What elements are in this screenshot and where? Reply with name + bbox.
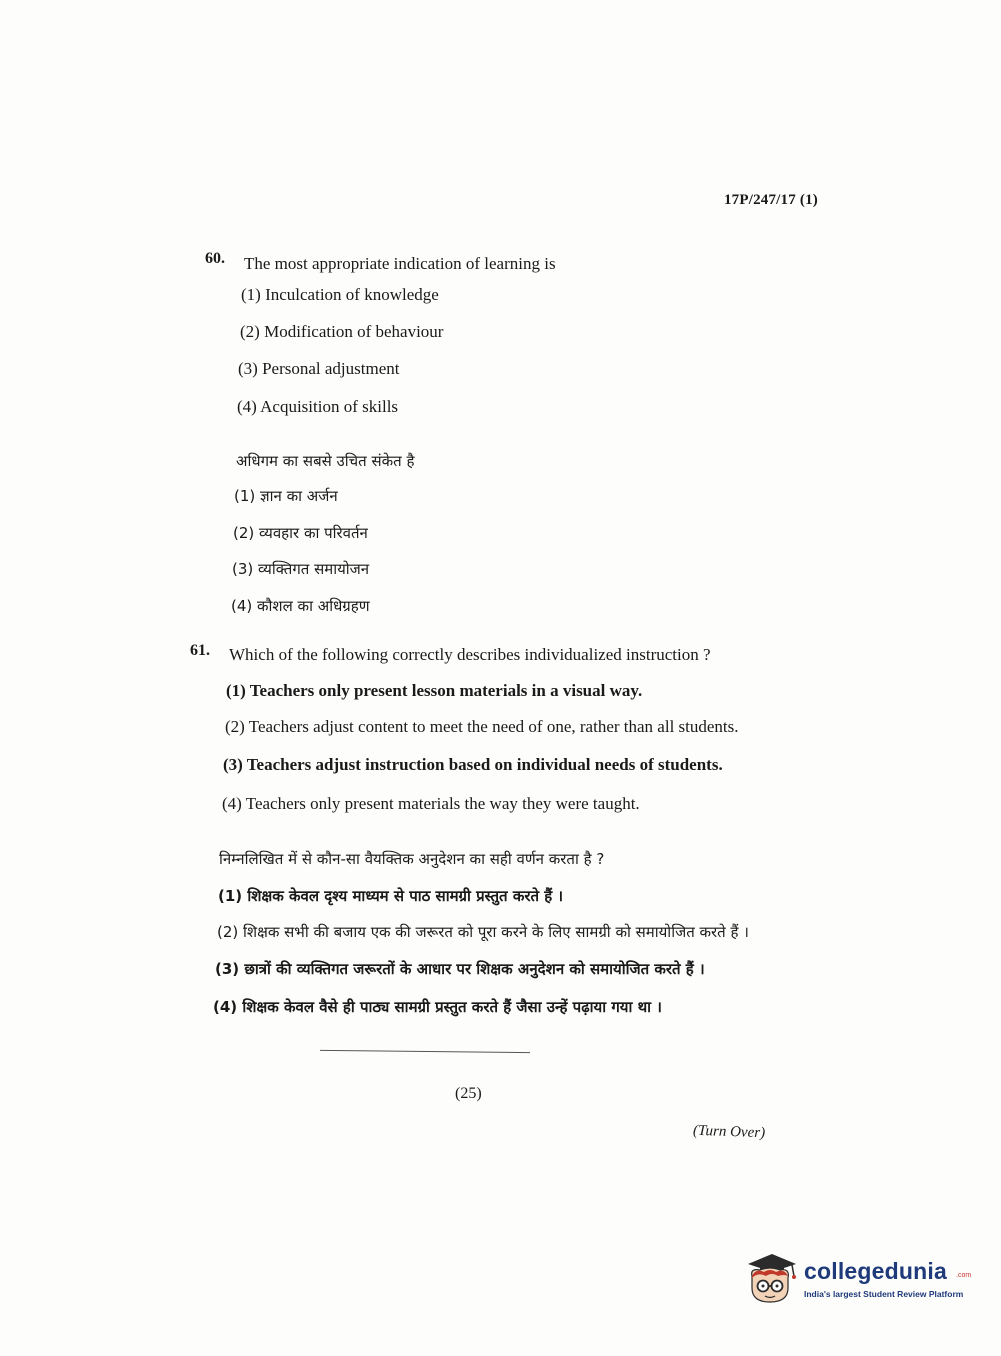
option-hi-1: (1) ज्ञान का अर्जन bbox=[234, 487, 338, 505]
mascot-icon bbox=[742, 1250, 800, 1308]
question-number: 60. bbox=[205, 250, 225, 267]
option-hi-4: (4) कौशल का अधिग्रहण bbox=[231, 597, 370, 615]
end-divider bbox=[320, 1050, 530, 1053]
option-hi-4: (4) शिक्षक केवल वैसे ही पाठ्य सामग्री प्रस्तुत करते हैं जैसा उन्हें पढ़ाया गया था । bbox=[213, 998, 662, 1016]
option-en-2: (2) Teachers adjust content to meet the need of one, rather than all students. bbox=[225, 717, 739, 736]
logo-tagline: India's largest Student Review Platform bbox=[804, 1289, 964, 1299]
question-number: 61. bbox=[190, 642, 210, 659]
question-text-en: The most appropriate indication of learning is bbox=[244, 254, 556, 273]
collegedunia-logo bbox=[742, 1250, 972, 1310]
option-hi-2: (2) व्यवहार का परिवर्तन bbox=[233, 524, 368, 542]
option-en-4: (4) Acquisition of skills bbox=[237, 397, 399, 416]
option-en-3: (3) Personal adjustment bbox=[238, 359, 400, 378]
option-hi-3: (3) व्यक्तिगत समायोजन bbox=[232, 560, 370, 578]
logo-wordmark: collegedunia bbox=[804, 1258, 947, 1284]
option-en-3: (3) Teachers adjust instruction based on individual needs of students. bbox=[223, 755, 723, 774]
option-hi-1: (1) शिक्षक केवल दृश्य माध्यम से पाठ सामग्री प्रस्तुत करते हैं । bbox=[218, 887, 564, 905]
page-number: (25) bbox=[455, 1085, 482, 1102]
option-en-1: (1) Inculcation of knowledge bbox=[241, 285, 439, 304]
logo-domain-suffix: .com bbox=[956, 1272, 972, 1279]
option-hi-3: (3) छात्रों की व्यक्तिगत जरूरतों के आधार पर शिक्षक अनुदेशन को समायोजित करते हैं । bbox=[215, 960, 705, 978]
option-hi-2: (2) शिक्षक सभी की बजाय एक की जरूरत को पूरा करने के लिए सामग्री को समायोजित करते हैं । bbox=[217, 923, 749, 941]
question-text-hi: निम्नलिखित में से कौन-सा वैयक्तिक अनुदेशन का सही वर्णन करता है ? bbox=[219, 850, 605, 868]
question-text-en: Which of the following correctly describes individualized instruction ? bbox=[229, 645, 711, 664]
question-text-hi: अधिगम का सबसे उचित संकेत है bbox=[236, 452, 415, 470]
option-en-1: (1) Teachers only present lesson materials in a visual way. bbox=[226, 681, 643, 700]
turn-over-note: (Turn Over) bbox=[692, 1122, 766, 1142]
paper-code: 17P/247/17 (1) bbox=[723, 192, 818, 208]
option-en-4: (4) Teachers only present materials the way they were taught. bbox=[222, 794, 640, 813]
option-en-2: (2) Modification of behaviour bbox=[240, 322, 444, 341]
